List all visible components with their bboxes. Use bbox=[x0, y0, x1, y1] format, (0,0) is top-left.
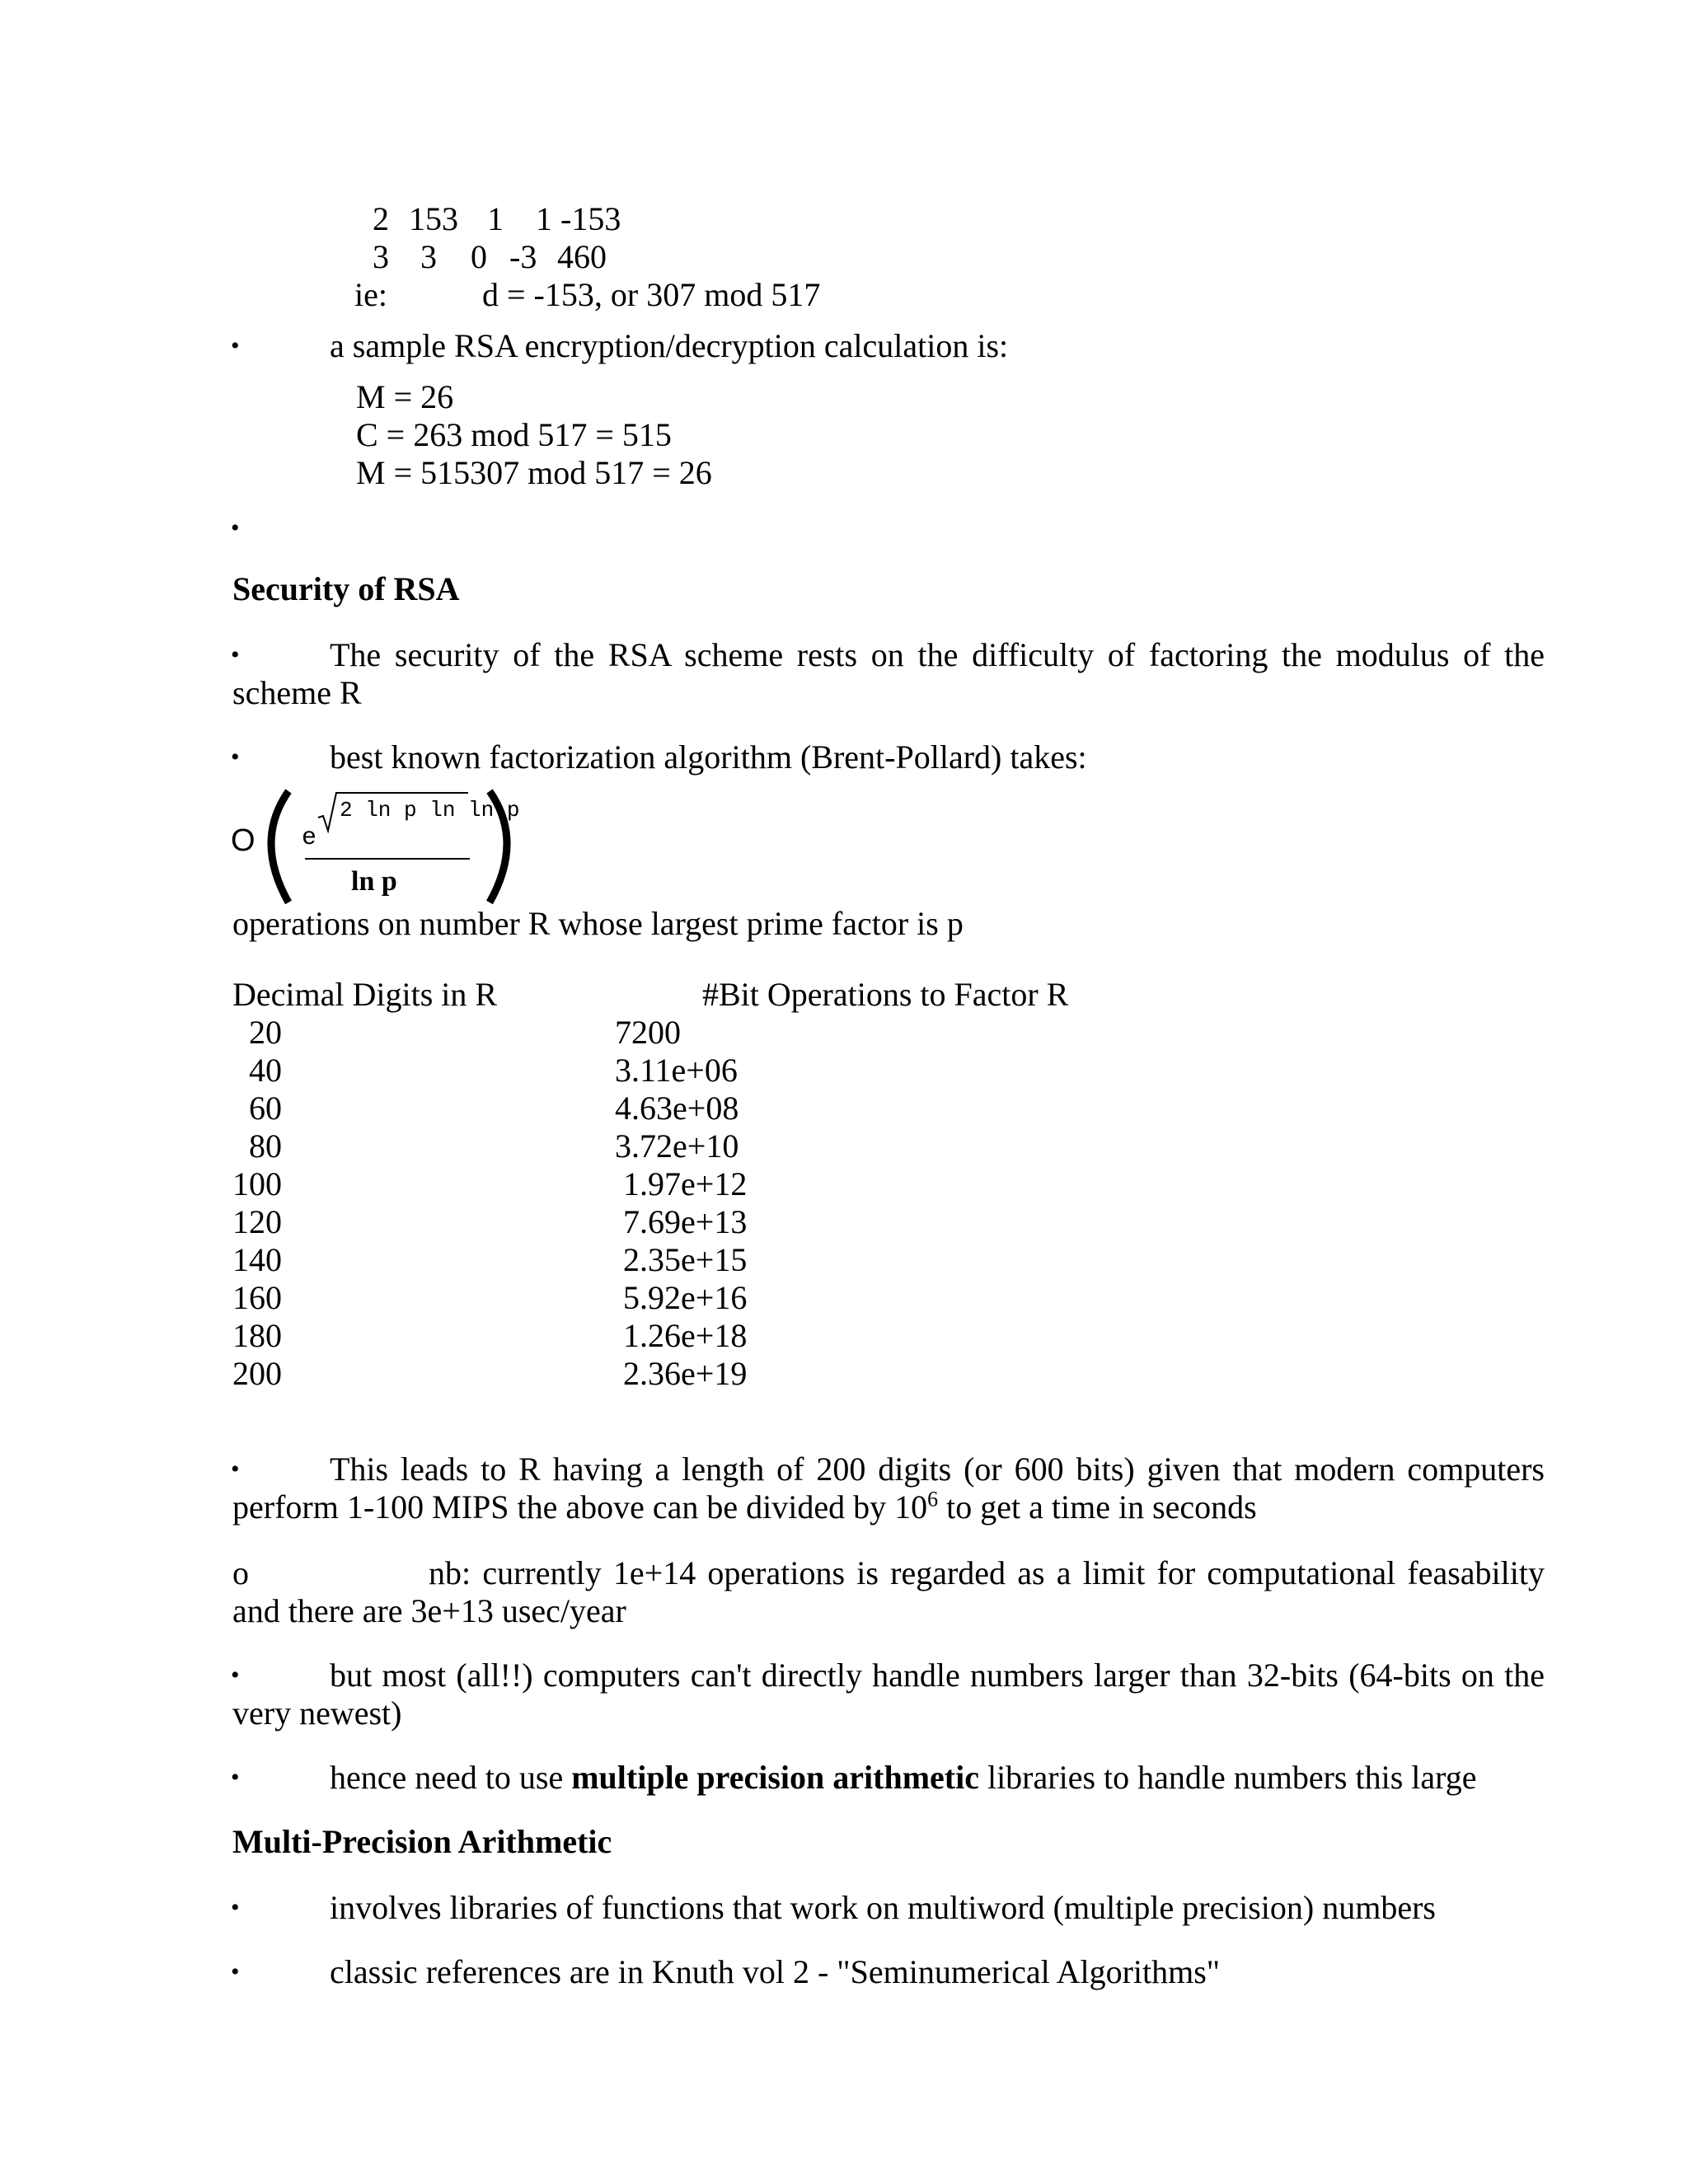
table-cell-ops: 1.97e+12 bbox=[623, 1165, 748, 1202]
formula-denominator: ln p bbox=[351, 866, 397, 897]
table-cell-ops: 5.92e+16 bbox=[623, 1279, 748, 1316]
left-paren-icon bbox=[271, 791, 288, 902]
sub-bullet-marker: o bbox=[232, 1554, 249, 1591]
bullet-icon: • bbox=[231, 1764, 240, 1791]
euclid-cell: -153 bbox=[560, 200, 621, 237]
security-paragraph: The security of the RSA scheme rests on the difficulty of factoring the modulus of the scheme R bbox=[232, 636, 1545, 711]
euclid-cell: 2 bbox=[373, 200, 389, 237]
section-heading-mpa: Multi-Precision Arithmetic bbox=[232, 1823, 612, 1860]
euclid-cell: 1 bbox=[487, 200, 504, 237]
table-cell-ops: 3.72e+10 bbox=[615, 1127, 739, 1165]
euclid-cell: 460 bbox=[557, 238, 607, 275]
table-header-digits: Decimal Digits in R bbox=[232, 976, 498, 1013]
table-cell-digits: 160 bbox=[232, 1279, 282, 1316]
hence-bold-text: multiple precision arithmetic bbox=[571, 1759, 979, 1796]
bullet-icon: • bbox=[231, 641, 240, 668]
table-cell-digits: 100 bbox=[232, 1165, 282, 1202]
section-heading-security: Security of RSA bbox=[232, 570, 460, 607]
nb-paragraph: nb: currently 1e+14 operations is regarded as a limit for computational feasability and there are 3e+13 usec/year bbox=[232, 1554, 1545, 1629]
leads-text: This leads to R having a length of 200 digits (or 600 bits) given that modern computers perform 1-100 MIPS the above can be divided by 10 bbox=[232, 1451, 1545, 1526]
big-o-symbol: O bbox=[231, 823, 256, 858]
bullet-icon: • bbox=[231, 1455, 240, 1483]
table-cell-digits: 180 bbox=[232, 1317, 282, 1354]
hence-text-after: libraries to handle numbers this large bbox=[978, 1759, 1477, 1796]
sample-line: C = 263 mod 517 = 515 bbox=[356, 416, 672, 453]
euclid-cell: 3 bbox=[420, 238, 437, 275]
table-cell-digits: 200 bbox=[232, 1355, 282, 1392]
hence-text: hence need to use bbox=[330, 1759, 572, 1796]
euclid-cell: 1 bbox=[536, 200, 552, 237]
formula-base: e bbox=[302, 824, 317, 852]
factorization-text: best known factorization algorithm (Brent-Pollard) takes: bbox=[330, 738, 1087, 776]
euclid-cell: 3 bbox=[373, 238, 389, 275]
sample-line: M = 26 bbox=[356, 378, 454, 415]
mpa-bullet-2: classic references are in Knuth vol 2 - "Seminumerical Algorithms" bbox=[330, 1953, 1221, 1990]
mpa-bullet-1: involves libraries of functions that work on multiword (multiple precision) numbers bbox=[330, 1889, 1436, 1926]
bullet-icon: • bbox=[231, 1661, 240, 1689]
table-header-ops: #Bit Operations to Factor R bbox=[702, 976, 1069, 1013]
table-cell-ops: 4.63e+08 bbox=[615, 1090, 739, 1127]
table-cell-digits: 80 bbox=[249, 1127, 282, 1165]
table-cell-digits: 40 bbox=[249, 1052, 282, 1089]
table-cell-digits: 20 bbox=[249, 1014, 282, 1051]
table-cell-digits: 140 bbox=[232, 1241, 282, 1278]
bullet-icon: • bbox=[231, 743, 240, 771]
table-cell-ops: 2.36e+19 bbox=[623, 1355, 748, 1392]
table-cell-ops: 7.69e+13 bbox=[623, 1203, 748, 1240]
leads-paragraph bbox=[232, 1451, 1545, 1526]
bullet-icon: • bbox=[231, 332, 240, 359]
euclid-cell: -3 bbox=[509, 238, 537, 275]
table-cell-ops: 2.35e+15 bbox=[623, 1241, 748, 1278]
table-cell-digits: 60 bbox=[249, 1090, 282, 1127]
bullet-icon: • bbox=[231, 1894, 240, 1921]
hence-paragraph bbox=[330, 1759, 1477, 1797]
euclid-cell: 0 bbox=[471, 238, 487, 275]
formula-exponent: 2 ln p ln ln p bbox=[340, 798, 520, 823]
euclid-cell: 153 bbox=[409, 200, 458, 237]
sample-line: M = 515307 mod 517 = 26 bbox=[356, 454, 712, 491]
euclid-result-label: ie: bbox=[354, 276, 387, 313]
table-cell-ops: 1.26e+18 bbox=[623, 1317, 748, 1354]
table-cell-ops: 3.11e+06 bbox=[615, 1052, 738, 1089]
table-cell-digits: 120 bbox=[232, 1203, 282, 1240]
euclid-result-text: d = -153, or 307 mod 517 bbox=[482, 276, 821, 313]
formula-explanation: operations on number R whose largest prime factor is p bbox=[232, 905, 964, 942]
complexity-formula bbox=[229, 783, 526, 907]
bullet-icon: • bbox=[231, 514, 240, 541]
sample-bullet-text: a sample RSA encryption/decryption calculation is: bbox=[330, 327, 1009, 364]
but-paragraph: but most (all!!) computers can't directly handle numbers larger than 32-bits (64-bits on the very newest) bbox=[232, 1657, 1545, 1732]
bullet-icon: • bbox=[231, 1958, 240, 1985]
leads-text-after: to get a time in seconds bbox=[938, 1488, 1257, 1526]
leads-exponent: 6 bbox=[927, 1487, 939, 1511]
table-cell-ops: 7200 bbox=[615, 1014, 681, 1051]
